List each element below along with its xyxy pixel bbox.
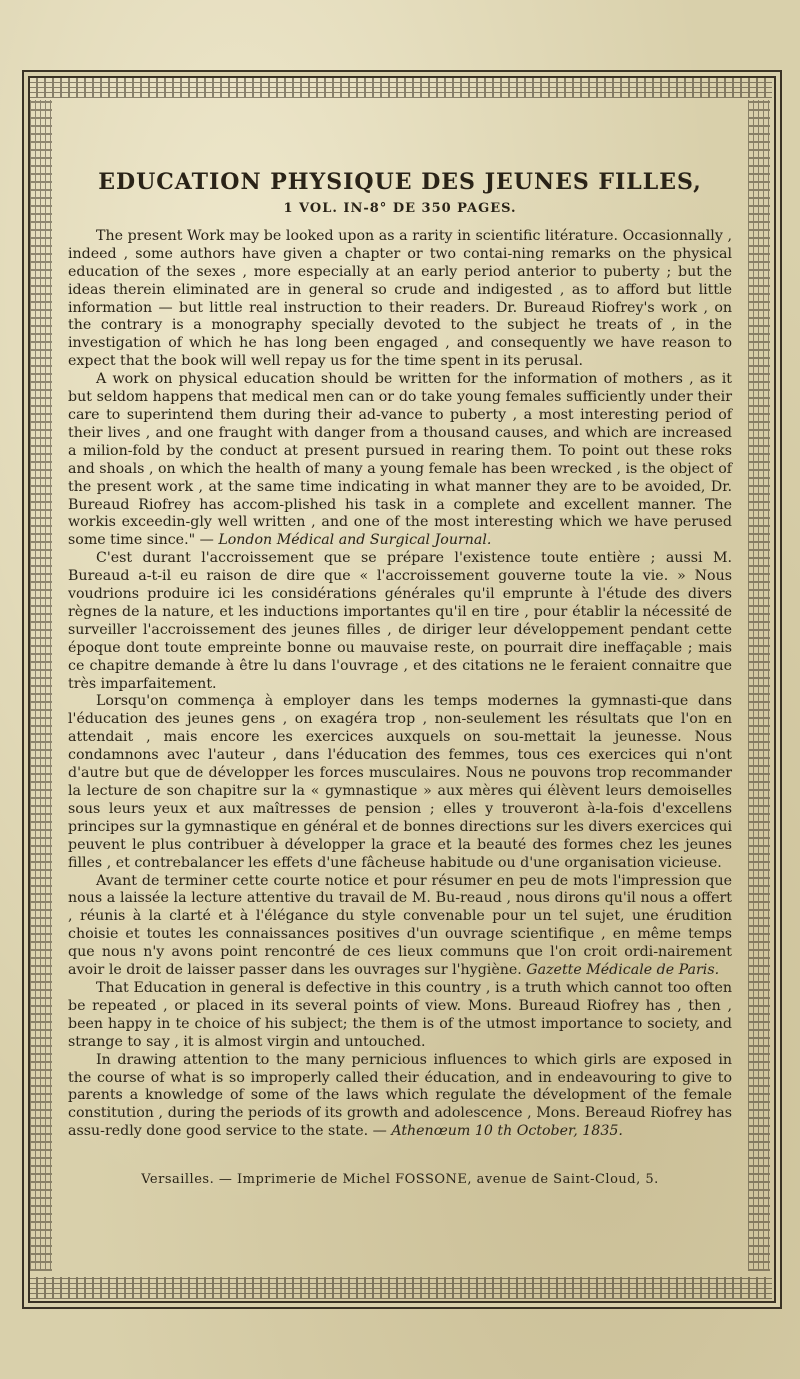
- paragraph-2: [68, 371, 732, 550]
- paragraph-3: [68, 550, 732, 693]
- printer-imprint: Versailles. — Imprimerie de Michel FOSSONE, avenue de Saint-Cloud, 5.: [141, 1172, 659, 1188]
- paragraph-1: [68, 228, 732, 371]
- document-title: EDUCATION PHYSIQUE DES JEUNES FILLES,: [98, 169, 702, 195]
- right-ornament-band: [748, 100, 770, 1271]
- paragraph-text: A work on physical education should be written for the information of mothers , as it but seldom happens that medical men can or do take young females sufficiently under their care to superintend them during their ad-vance to puberty , a most interesting period of their lives , and one fraught with danger from a thousand causes, and which are increased a milion-fold by the conduct at present pursued in rearing them. To point out these roks and shoals , on which the health of many a young female has been wrecked , is the object of the present work , at the same time indicating in what manner they are to be avoided, Dr. Bureaud Riofrey has accom-plished his task in a complete and excellent manner. The workis exceedin-gly well written , and one of the most interesting which we have perused some time since." —: [68, 371, 732, 549]
- left-ornament-band: [30, 100, 52, 1271]
- paragraph-text: C'est durant l'accroissement que se prépare l'existence toute entière ; aussi M. Bureaud a-t-il eu raison de dire que « l'accroissement gouverne toute la vie. » Nous voudrions produire ici les considérations générales qu'il emprunte à l'étude des divers règnes de la nature, et les inductions importantes qu'il en tire , pour établir la nécessité de surveiller l'accroissement des jeunes filles , de diriger leur développement pendant cette époque dont toute empreinte bonne ou mauvaise reste, on pourrait dire ineffaçable ; mais ce chapitre demande à être lu dans l'ouvrage , et des citations ne le feraient connaitre que très imparfaitement.: [68, 550, 732, 692]
- paragraph-text: In drawing attention to the many pernicious influences to which girls are exposed in the course of what is so improperly called their éducation, and in endeavouring to give to parents a knowledge of some of the laws which regulate the dévelopment of the female constitution , during the periods of its growth and adolescence , Mons. Bereaud Riofrey has assu-redly done good service to the state. —: [68, 1051, 732, 1140]
- paragraph-source: London Médical and Surgical Journal.: [218, 532, 492, 549]
- paragraph-text: Lorsqu'on commença à employer dans les temps modernes la gymnasti-que dans l'éducation des jeunes gens , on exagéra trop , non-seulement les résultats que l'on en attendait , mais encore les exercices auxquels on sou-mettait la jeunesse. Nous condamnons avec l'auteur , dans l'éducation des femmes, tous ces exercices qui n'ont d'autre but que de développer les forces musculaires. Nous ne pouvons trop recommander la lecture de son chapitre sur la « gymnastique » aux mères qui élèvent leurs demoiselles sous leurs yeux et aux maîtresses de pension ; elles y trouveront à-la-fois d'excellens principes sur la gymnastique en général et de bonnes directions sur les divers exercices qui peuvent le plus contribuer à développer la grace et la beauté des formes chez les jeunes filles , et contrebalancer les effets d'une fâcheuse habitude ou d'une organisation vicieuse.: [68, 693, 732, 871]
- document-subtitle: 1 VOL. IN-8° DE 350 PAGES.: [283, 201, 517, 216]
- paragraph-5: [68, 873, 732, 980]
- paragraph-text: Avant de terminer cette courte notice et pour résumer en peu de mots l'impression que nous a laissée la lecture attentive du travail de M. Bu-reaud , nous dirons qu'il nous a offert , réunis à la clarté et à l'élégance du style convenable pour un tel sujet, une érudition choisie et toutes les connaissances positives d'un ouvrage scientifique , en même temps que nous n'y avons point rencontré de ces lieux communs que l'on croit ordi-nairement avoir le droit de laisser passer dans les ouvrages sur l'hygiène.: [68, 872, 732, 979]
- paragraph-text: The present Work may be looked upon as a rarity in scientific litérature. Occasionnally , indeed , some authors have given a chapter or two contai-ning remarks on the physical education of the sexes , more especially at an early period anterior to puberty ; but the ideas therein eliminated are in general so crude and indigested , as to afford but little information — but little real instruction to their readers. Dr. Bureaud Riofrey's work , on the contrary is a monography specially devoted to the subject he treats of , in the investigation of which he has long been engaged , and consequently we have reason to expect that the book will well repay us for the time spent in its perusal.: [68, 227, 732, 370]
- paragraph-4: [68, 693, 732, 872]
- paragraph-source: Athenœum 10 th October, 1835.: [391, 1123, 623, 1140]
- paragraph-7: [68, 1052, 732, 1142]
- paragraph-6: [68, 980, 732, 1052]
- paragraph-source: Gazette Médicale de Paris.: [526, 962, 720, 979]
- paragraph-text: That Education in general is defective in this country , is a truth which cannot too often be repeated , or placed in its several points of view. Mons. Bureaud Riofrey has , then , been happy in te choice of his subject; the them is of the utmost importance to society, and strange to say , it is almost virgin and untouched.: [68, 979, 732, 1050]
- document-body: [68, 168, 732, 1189]
- bottom-ornament-band: [28, 1277, 772, 1299]
- top-ornament-band: [28, 76, 772, 98]
